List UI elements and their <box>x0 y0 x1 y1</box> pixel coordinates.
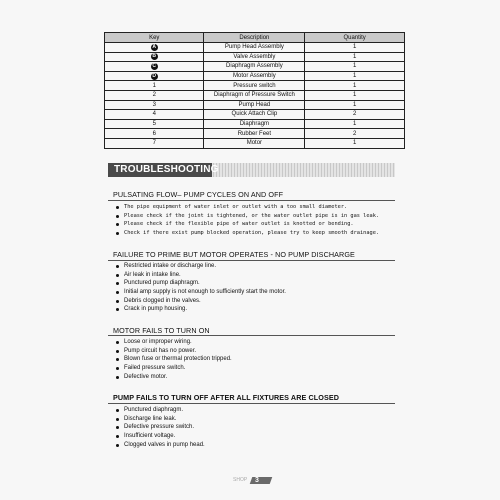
key-badge-icon: C <box>152 62 157 69</box>
cell-description: Quick Attach Clip <box>204 110 305 120</box>
list-item: Discharge line leak. <box>116 415 205 424</box>
cell-quantity: 1 <box>305 43 405 53</box>
list-item: Loose or improper wiring. <box>116 338 232 347</box>
troubleshooting-banner <box>108 163 395 177</box>
bullet-icon <box>116 376 119 379</box>
list-item: Please check if the joint is tightened, or the water outlet pipe is in gas leak. <box>116 212 379 221</box>
table-row <box>105 129 405 139</box>
key-badge-icon: D <box>152 72 157 79</box>
list-item: Defective pressure switch. <box>116 423 205 432</box>
list-item: Debris clogged in the valves. <box>116 297 286 306</box>
parts-table-body <box>105 43 405 149</box>
list-item: Pump circuit has no power. <box>116 347 232 356</box>
cell-quantity: 2 <box>305 110 405 120</box>
failure-to-prime-list <box>116 262 286 314</box>
cell-key <box>105 52 204 62</box>
table-row <box>105 138 405 148</box>
list-item: Clogged valves in pump head. <box>116 441 205 450</box>
table-row <box>105 43 405 53</box>
cell-quantity: 1 <box>305 100 405 110</box>
bullet-icon <box>116 215 119 218</box>
section-divider <box>108 200 395 201</box>
list-item: Restricted intake or discharge line. <box>116 262 286 271</box>
cell-quantity: 2 <box>305 129 405 139</box>
cell-quantity: 1 <box>305 62 405 72</box>
bullet-icon <box>116 206 119 209</box>
cell-quantity: 1 <box>305 52 405 62</box>
parts-table <box>104 32 405 149</box>
table-row <box>105 90 405 100</box>
bullet-icon <box>116 300 119 303</box>
troubleshooting-heading: TROUBLESHOOTING <box>108 163 212 177</box>
bullet-icon <box>116 350 119 353</box>
motor-fails-list <box>116 338 232 381</box>
cell-description: Pump Head <box>204 100 305 110</box>
list-item: Check if there exist pump blocked operation, please try to keep smooth drainage. <box>116 229 379 238</box>
header-key: Key <box>105 33 204 43</box>
cell-description: Valve Assembly <box>204 52 305 62</box>
section-title-pump-fails-off: PUMP FAILS TO TURN OFF AFTER ALL FIXTURES ARE CLOSED <box>113 393 340 402</box>
cell-description: Motor <box>204 138 305 148</box>
section-title-motor-fails: MOTOR FAILS TO TURN ON <box>113 326 210 335</box>
bullet-icon <box>116 291 119 294</box>
list-item: Air leak in intake line. <box>116 271 286 280</box>
list-item: Please check if the flexible pipe of water outlet is knotted or bending. <box>116 220 379 229</box>
cell-description: Diaphragm of Pressure Switch <box>204 90 305 100</box>
table-row <box>105 52 405 62</box>
list-item: The pipe equipment of water inlet or outlet with a too small diameter. <box>116 203 379 212</box>
page-number-tab <box>250 477 273 484</box>
cell-key: 7 <box>105 138 204 148</box>
footer-brand: SHOP <box>233 477 248 483</box>
list-item: Punctured diaphragm. <box>116 406 205 415</box>
cell-quantity: 1 <box>305 71 405 81</box>
bullet-icon <box>116 426 119 429</box>
bullet-icon <box>116 265 119 268</box>
list-item: Insufficient voltage. <box>116 432 205 441</box>
cell-quantity: 1 <box>305 90 405 100</box>
bullet-icon <box>116 341 119 344</box>
cell-key: 3 <box>105 100 204 110</box>
section-title-pulsating-flow: PULSATING FLOW– PUMP CYCLES ON AND OFF <box>113 190 284 199</box>
table-row <box>105 110 405 120</box>
cell-key: 1 <box>105 81 204 91</box>
section-divider <box>108 403 395 404</box>
pump-fails-off-list <box>116 406 205 449</box>
section-divider <box>108 335 395 336</box>
key-badge-icon: B <box>152 53 157 60</box>
cell-quantity: 1 <box>305 81 405 91</box>
table-row <box>105 119 405 129</box>
cell-quantity: 1 <box>305 138 405 148</box>
cell-key: 4 <box>105 110 204 120</box>
table-row <box>105 81 405 91</box>
bullet-icon <box>116 223 119 226</box>
cell-description: Pump Head Assembly <box>204 43 305 53</box>
header-quantity: Quantity <box>305 33 405 43</box>
bullet-icon <box>116 444 119 447</box>
cell-key <box>105 71 204 81</box>
bullet-icon <box>116 232 119 235</box>
bullet-icon <box>116 367 119 370</box>
table-row <box>105 100 405 110</box>
list-item: Crack in pump housing. <box>116 305 286 314</box>
list-item: Initial amp supply is not enough to sufficiently start the motor. <box>116 288 286 297</box>
bullet-icon <box>116 308 119 311</box>
bullet-icon <box>116 418 119 421</box>
cell-description: Rubber Feet <box>204 129 305 139</box>
bullet-icon <box>116 282 119 285</box>
bullet-icon <box>116 409 119 412</box>
header-description: Description <box>204 33 305 43</box>
section-divider <box>108 260 395 261</box>
cell-key: 2 <box>105 90 204 100</box>
table-row <box>105 71 405 81</box>
list-item: Punctured pump diaphragm. <box>116 279 286 288</box>
parts-table-header-row <box>105 33 405 43</box>
bullet-icon <box>116 358 119 361</box>
bullet-icon <box>116 435 119 438</box>
cell-quantity: 1 <box>305 119 405 129</box>
pulsating-flow-list <box>116 203 379 238</box>
section-title-failure-to-prime: FAILURE TO PRIME BUT MOTOR OPERATES - NO PUMP DISCHARGE <box>113 250 355 259</box>
cell-description: Diaphragm Assembly <box>204 62 305 72</box>
table-row <box>105 62 405 72</box>
list-item: Failed pressure switch. <box>116 364 232 373</box>
page-number: 3 <box>255 477 259 484</box>
cell-description: Pressure switch <box>204 81 305 91</box>
list-item: Blown fuse or thermal protection tripped. <box>116 355 232 364</box>
cell-key <box>105 62 204 72</box>
key-badge-icon: A <box>152 43 157 50</box>
cell-key <box>105 43 204 53</box>
cell-key: 5 <box>105 119 204 129</box>
list-item: Defective motor. <box>116 373 232 382</box>
bullet-icon <box>116 274 119 277</box>
cell-description: Diaphragm <box>204 119 305 129</box>
cell-description: Motor Assembly <box>204 71 305 81</box>
cell-key: 6 <box>105 129 204 139</box>
